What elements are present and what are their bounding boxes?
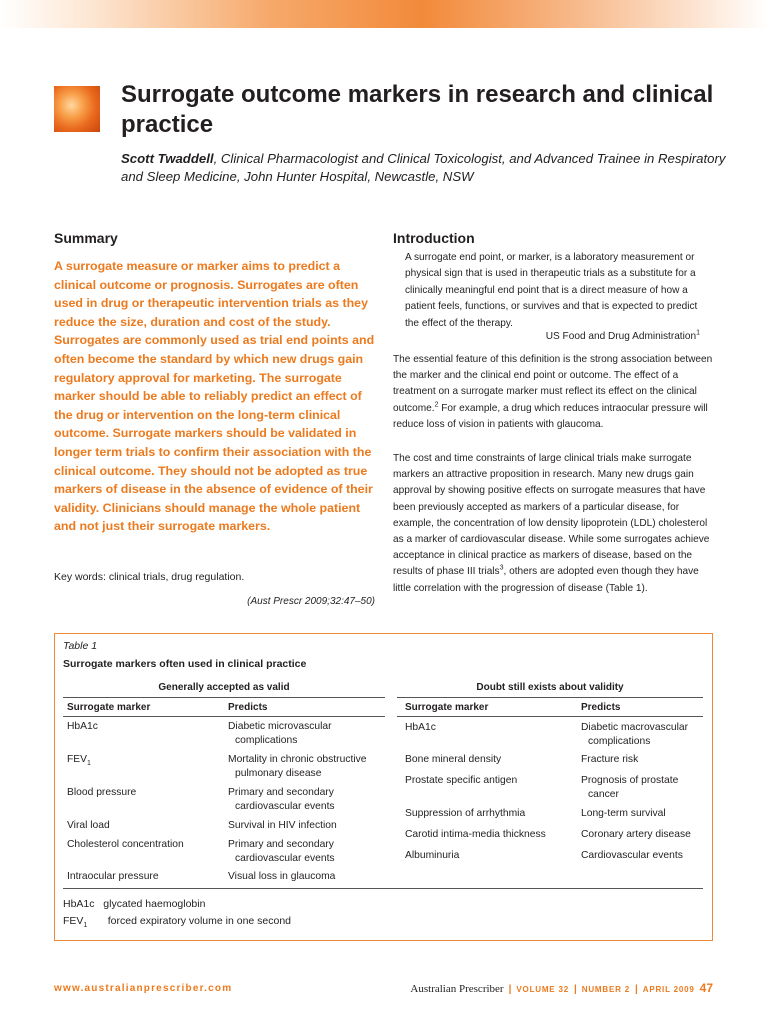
right-row-5-marker: Carotid intima-media thickness [405, 829, 546, 840]
para2-text-a: The cost and time constraints of large clinical trials make surrogate markers an attractive proposition in research. Many new drugs gain approval by showing positive effects on surrogate measures that have been previously accepted as markers of a particular disease, for example, the concentration of low density lipoprotein (LDL) cholesterol as a marker of cardiovascular disease. While some surrogates achieve acceptance in clinical practice as markers of disease, based on the results of phase III trials [393, 453, 710, 578]
left-row-3-predicts-line2: cardiovascular events [235, 800, 335, 812]
footer-separator: | [573, 984, 577, 995]
footer-volume: VOLUME 32 [516, 985, 569, 994]
left-group-rule [63, 697, 385, 698]
footer-journal: Australian Prescriber [410, 983, 504, 995]
footer-date: APRIL 2009 [642, 985, 695, 994]
definition-quote: A surrogate end point, or marker, is a laboratory measurement or physical sign that is used in therapeutic trials as a substitute for a clinically meaningful end point that is a direct measure of how a patient feels, functions, or survives and that is expected to predict the effect of the therapy. [405, 252, 698, 329]
left-row-1-marker: HbA1c [67, 721, 98, 732]
left-row-1-predicts-line1: Diabetic microvascular [228, 721, 332, 732]
right-row-6-marker: Albuminuria [405, 850, 460, 861]
author-details: , Clinical Pharmacologist and Clinical Toxicologist, and Advanced Trainee in Respiratory and Sleep Medicine, John Hunter Hospital, Newcastle, NSW [121, 151, 726, 184]
reference-1: 1 [696, 329, 700, 337]
left-row-1-predicts [228, 720, 332, 747]
left-head-rule [63, 716, 385, 717]
header-banner [0, 0, 768, 28]
right-row-1-predicts-line1: Diabetic macrovascular [581, 722, 689, 733]
left-row-5-marker: Cholesterol concentration [67, 839, 184, 850]
reference-2: 2 [434, 401, 439, 409]
right-row-2-marker: Bone mineral density [405, 754, 502, 765]
right-row-4-marker: Suppression of arrhythmia [405, 808, 526, 819]
left-row-2-predicts-line2: pulmonary disease [235, 767, 322, 779]
right-row-3-predicts-line2: cancer [588, 788, 619, 800]
left-row-3-predicts-line1: Primary and secondary [228, 787, 334, 798]
intro-paragraph-1 [393, 352, 719, 433]
footnote-1-abbr: HbA1c [63, 898, 95, 910]
author-byline [121, 150, 741, 186]
right-row-6-predicts: Cardiovascular events [581, 850, 683, 861]
right-row-1-predicts-line2: complications [588, 735, 651, 747]
left-row-5-predicts-line2: cardiovascular events [235, 852, 335, 864]
quote-source-text: US Food and Drug Administration [545, 331, 697, 342]
right-row-5-predicts: Coronary artery disease [581, 829, 691, 840]
right-group-heading: Doubt still exists about validity [476, 682, 624, 693]
summary-text: A surrogate measure or marker aims to predict a clinical outcome or prognosis. Surrogates are often used in drug or therapeutic intervention trials as they reduce the size, duration and cost of the study. Surrogates are commonly used as trial end points and often become the standard by which new drugs gain regulatory approval for marketing. The surrogate marker should be able to reliably predict an effect of the drug or intervention on the long-term clinical outcome. Surrogate markers should be validated in longer term trials to confirm their association with the clinical outcome. They should not be adopted as true markers of disease in the absence of evidence of their validity. Clinicians should manage the whole patient and not just their surrogate markers. [54, 259, 375, 534]
left-row-2-predicts [228, 753, 367, 780]
left-row-3-marker: Blood pressure [67, 787, 137, 798]
left-group-heading: Generally accepted as valid [158, 682, 290, 693]
intro-paragraph-2 [393, 451, 719, 597]
para2-text-b: , others are adopted even though they have little correlation with the progression of disease (Table 1). [393, 566, 699, 594]
fev-label: FEV [67, 754, 88, 765]
left-row-6-predicts: Visual loss in glaucoma [228, 871, 336, 882]
para1-text-b: For example, a drug which reduces intraocular pressure will reduce loss of vision in patients with glaucoma. [393, 402, 708, 430]
reference-3: 3 [499, 565, 504, 573]
footer-url[interactable]: www.australianprescriber.com [54, 983, 233, 994]
right-head-rule [397, 716, 703, 717]
left-row-5-predicts [228, 838, 335, 865]
left-row-1-predicts-line2: complications [235, 734, 298, 746]
right-row-3-predicts [581, 774, 678, 801]
fev-subscript: 1 [87, 760, 91, 767]
footnote-1 [63, 898, 205, 910]
right-row-3-predicts-line1: Prognosis of prostate [581, 775, 679, 786]
table-title: Surrogate markers often used in clinical practice [63, 658, 307, 670]
left-row-2-marker [67, 753, 91, 771]
footnote-2-abbr: FEV [63, 915, 84, 927]
footer-separator: | [508, 984, 512, 995]
right-col-marker-head: Surrogate marker [405, 702, 489, 713]
citation: (Aust Prescr 2009;32:47–50) [247, 596, 375, 607]
right-row-4-predicts: Long-term survival [581, 808, 666, 819]
keywords: Key words: clinical trials, drug regulation. [54, 571, 245, 583]
summary-heading: Summary [54, 230, 118, 246]
left-col-marker-head: Surrogate marker [67, 702, 151, 713]
left-row-2-predicts-line1: Mortality in chronic obstructive [228, 754, 367, 765]
right-row-1-marker: HbA1c [405, 722, 436, 733]
introduction-heading: Introduction [393, 230, 475, 246]
right-row-3-marker: Prostate specific antigen [405, 775, 518, 786]
footer-info [410, 981, 713, 995]
left-row-5-predicts-line1: Primary and secondary [228, 839, 334, 850]
footnote-2-abbr-sub: 1 [83, 922, 88, 929]
section-marker-square [54, 86, 100, 132]
table-bottom-rule [63, 888, 703, 889]
para1-text-a: The essential feature of this definition is the strong association between the marker and the clinical end point or outcome. The effect of a treatment on a surrogate marker must reflect its effect on the clinical outcome. [393, 354, 713, 414]
footer-separator: | [634, 984, 638, 995]
quote-source [546, 331, 700, 342]
article-title: Surrogate outcome markers in research and clinical practice [121, 81, 714, 138]
table-1 [54, 633, 713, 941]
page-number: 47 [699, 981, 713, 995]
footnote-1-meaning: glycated haemoglobin [103, 898, 206, 910]
right-group-rule [397, 697, 703, 698]
right-row-2-predicts: Fracture risk [581, 754, 639, 765]
left-row-4-predicts: Survival in HIV infection [228, 820, 337, 831]
right-row-1-predicts [581, 721, 688, 748]
left-row-6-marker: Intraocular pressure [67, 871, 159, 882]
footer-number: NUMBER 2 [581, 985, 630, 994]
left-col-predicts-head: Predicts [228, 702, 268, 713]
left-row-3-predicts [228, 786, 335, 813]
footnote-2-meaning: forced expiratory volume in one second [107, 915, 292, 927]
footnote-2 [63, 915, 291, 929]
left-row-4-marker: Viral load [67, 820, 110, 831]
table-label: Table 1 [63, 640, 98, 652]
right-col-predicts-head: Predicts [581, 702, 621, 713]
author-name: Scott Twaddell [121, 151, 214, 166]
